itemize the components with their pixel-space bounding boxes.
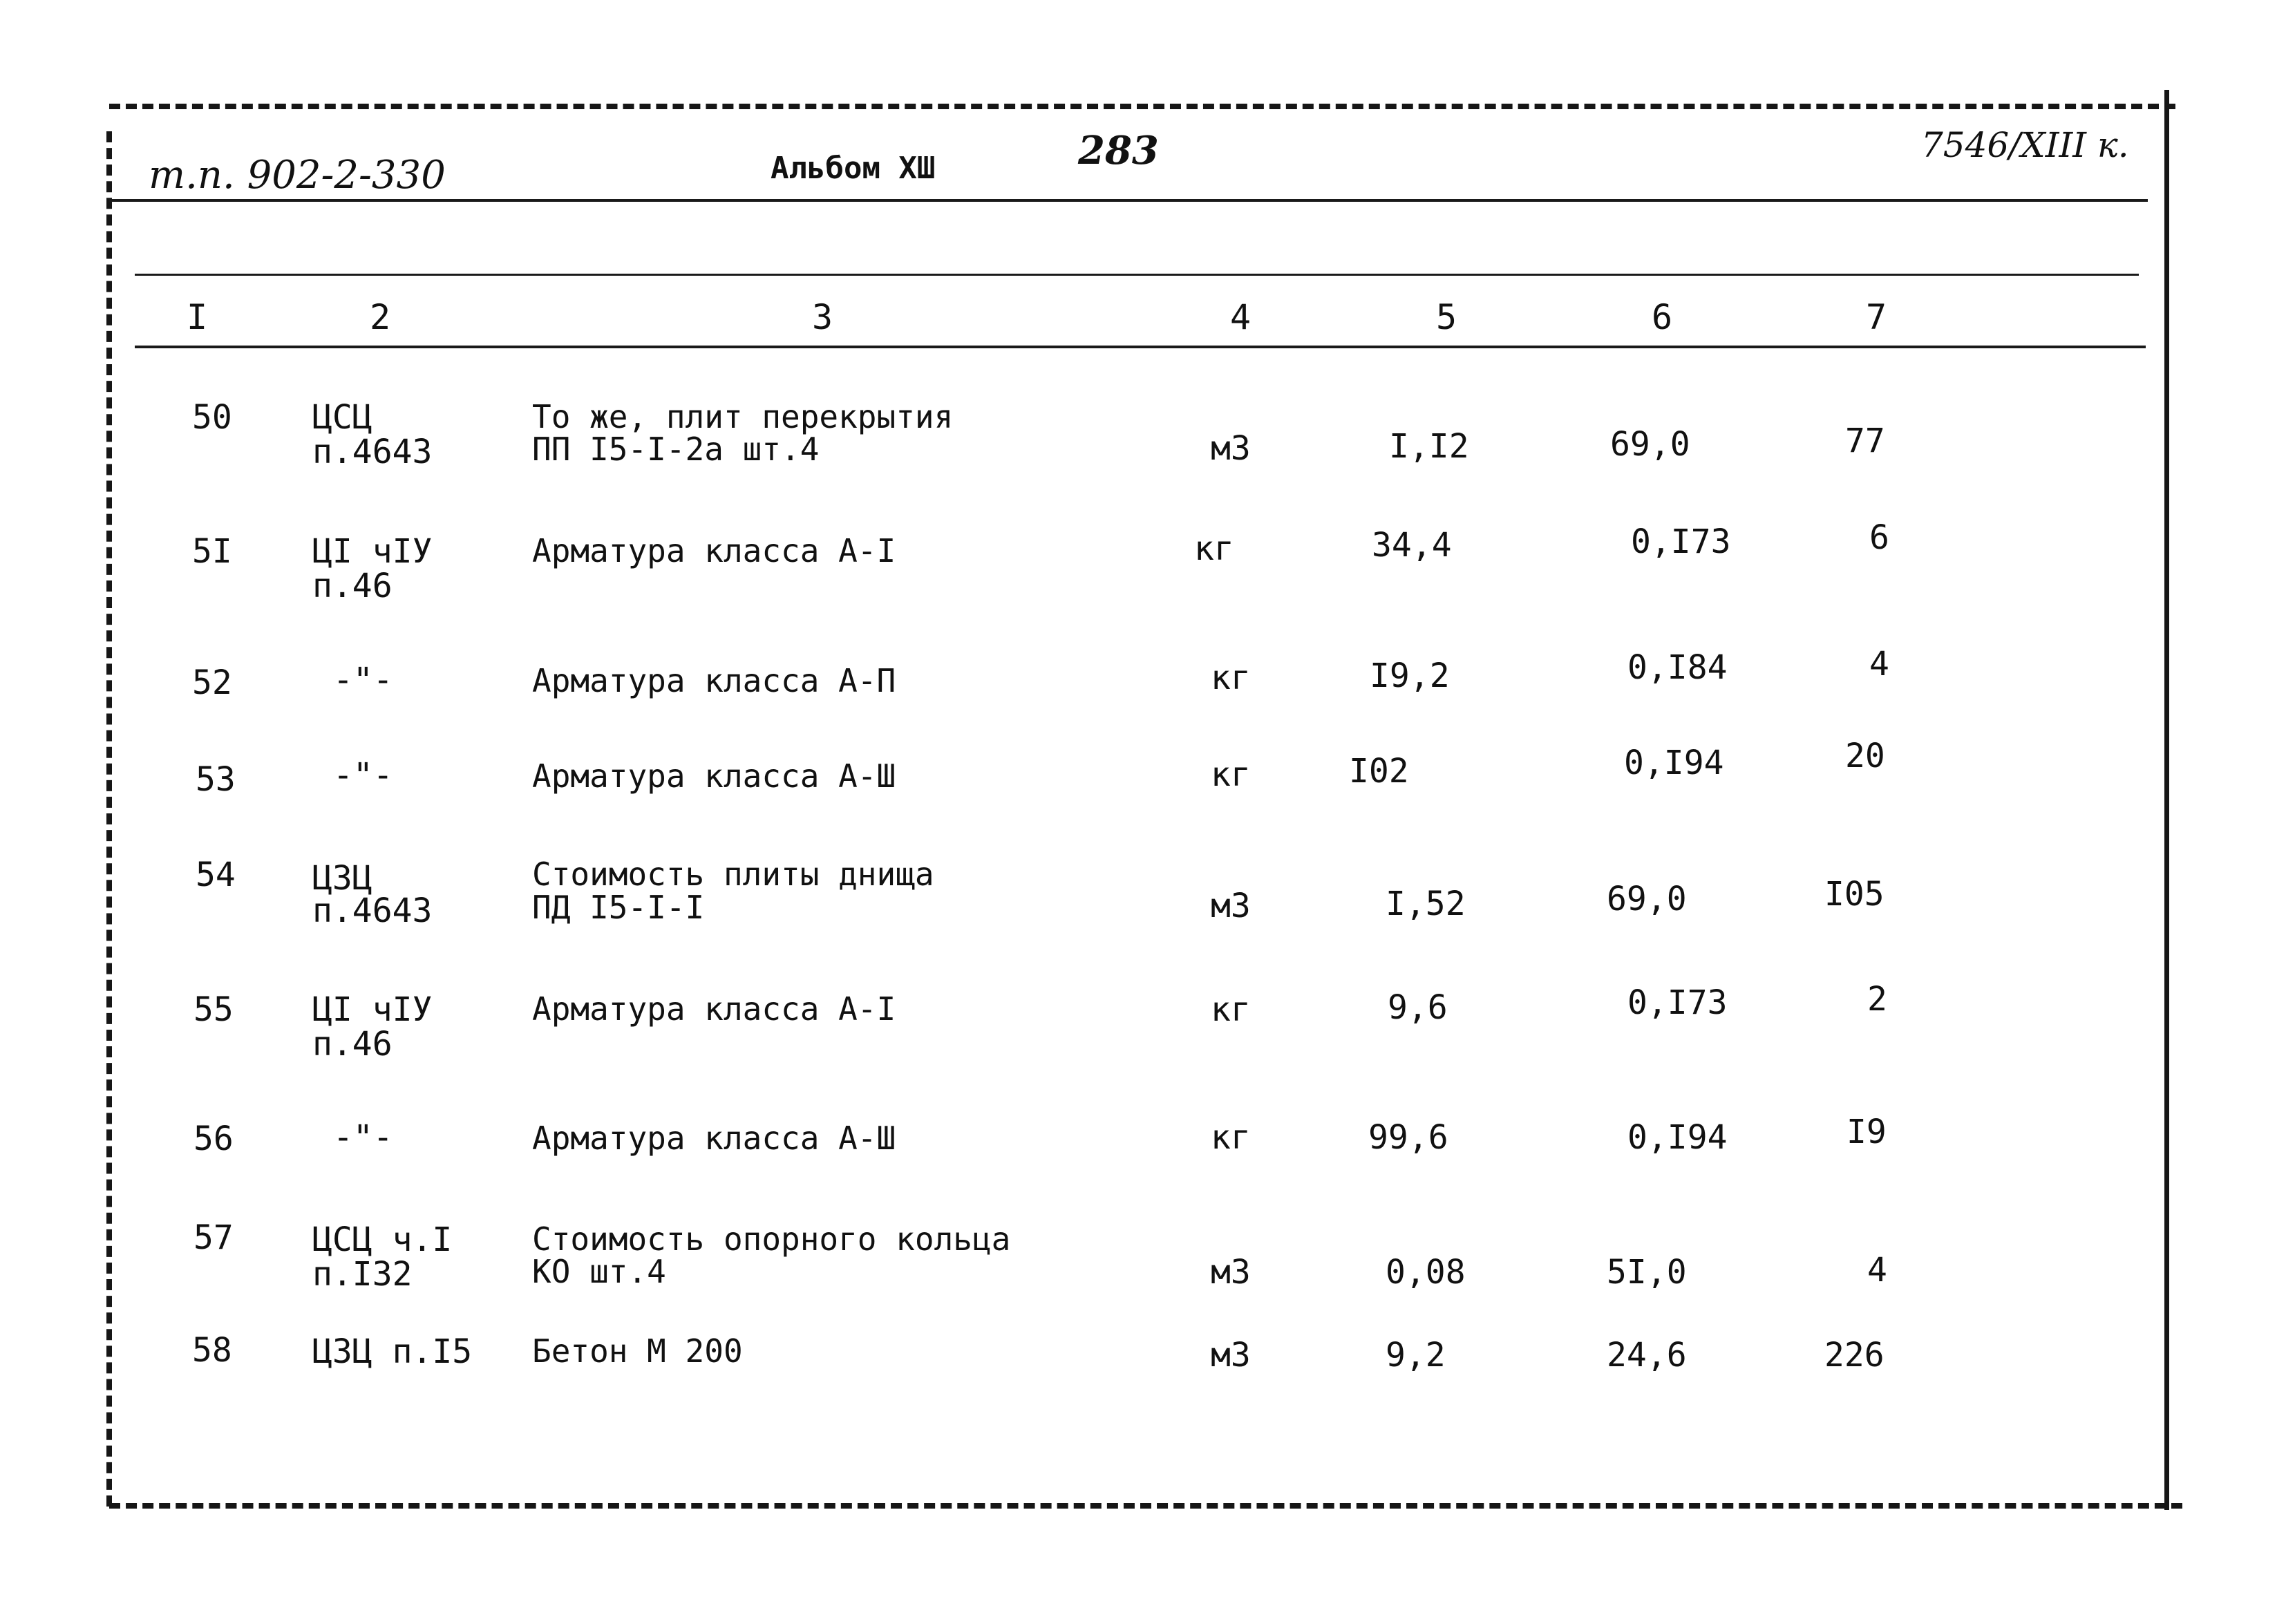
row-number: 5I [192, 532, 232, 571]
archive-number: 7546/XIII к. [1921, 125, 2129, 165]
unit: кг [1211, 659, 1251, 697]
unit-price: 69,0 [1610, 425, 1690, 464]
quantity: 0,08 [1386, 1253, 1466, 1292]
album-label: Альбом ХШ [771, 151, 936, 186]
row-number: 58 [192, 1331, 232, 1370]
description-line-1: Арматура класса А-Ш [532, 757, 896, 795]
unit-price: 69,0 [1607, 880, 1687, 918]
description-line-1: Арматура класса А-П [532, 662, 896, 699]
frame-right-border [2164, 90, 2169, 1510]
frame-bottom-border [109, 1503, 2182, 1509]
total: I05 [1824, 875, 1884, 914]
table-top-rule [135, 274, 2139, 276]
unit: кг [1211, 755, 1251, 794]
total: 77 [1845, 422, 1885, 460]
header-divider [109, 199, 2148, 202]
column-number-4: 4 [1230, 297, 1251, 337]
description-line-1: Стоимость опорного кольца [532, 1220, 1011, 1258]
reference-line-1: ЦI чIУ [312, 532, 433, 571]
quantity: I,52 [1386, 885, 1466, 923]
column-number-3: 3 [812, 297, 833, 337]
description-line-1: Бетон М 200 [532, 1332, 743, 1370]
quantity: 34,4 [1372, 526, 1452, 565]
sheet-number: 283 [1078, 128, 1159, 173]
reference-ditto: -"- [333, 1118, 393, 1157]
quantity: I,I2 [1389, 427, 1469, 466]
reference-ditto: -"- [333, 756, 393, 795]
reference-line-2: п.46 [312, 567, 393, 605]
description-line-1: Арматура класса А-Ш [532, 1120, 896, 1157]
reference-line-1: ЦСЦ [312, 398, 372, 437]
description-line-2: ПП I5-I-2а шт.4 [532, 431, 820, 468]
reference-line-2: п.4643 [312, 433, 433, 471]
description-line-1: То же, плит перекрытия [532, 398, 954, 435]
unit: м3 [1211, 887, 1251, 925]
unit-price: 0,I73 [1631, 522, 1731, 561]
column-number-1: I [187, 297, 208, 337]
column-number-7: 7 [1866, 297, 1887, 337]
row-number: 54 [196, 856, 236, 894]
unit-price: 0,I94 [1627, 1118, 1728, 1157]
unit-price: 5I,0 [1607, 1253, 1687, 1292]
total: 4 [1869, 645, 1889, 683]
row-number: 52 [192, 663, 232, 702]
column-number-5: 5 [1436, 297, 1457, 337]
quantity: 9,2 [1386, 1336, 1446, 1375]
reference-line-2: п.46 [312, 1025, 393, 1064]
total: 6 [1869, 518, 1889, 557]
column-number-6: 6 [1652, 297, 1673, 337]
reference-ditto: -"- [333, 661, 393, 699]
row-number: 50 [192, 398, 232, 437]
total: I9 [1846, 1113, 1887, 1151]
description-line-1: Стоимость плиты днища [532, 856, 934, 893]
row-number: 56 [193, 1120, 234, 1158]
project-code: т.п. 902-2-330 [149, 153, 446, 198]
quantity: I02 [1349, 752, 1409, 791]
description-line-2: КО шт.4 [532, 1253, 666, 1290]
total: 2 [1867, 980, 1887, 1019]
reference-line-1: ЦЗЦ п.I5 [312, 1332, 473, 1371]
unit: кг [1211, 1118, 1251, 1157]
unit-price: 0,I73 [1627, 983, 1728, 1022]
table-header-rule [135, 346, 2146, 348]
description-line-1: Арматура класса А-I [532, 990, 896, 1028]
frame-left-border [106, 131, 112, 1507]
quantity: I9,2 [1370, 657, 1450, 695]
reference-line-1: ЦI чIУ [312, 990, 433, 1029]
row-number: 55 [193, 990, 234, 1029]
row-number: 57 [193, 1218, 234, 1257]
unit: м3 [1211, 429, 1251, 468]
unit-price: 0,I94 [1624, 744, 1724, 782]
unit: кг [1211, 990, 1251, 1029]
total: 20 [1845, 737, 1885, 775]
total: 4 [1867, 1251, 1887, 1290]
total: 226 [1824, 1336, 1884, 1375]
reference-line-2: п.I32 [312, 1255, 413, 1294]
unit-price: 24,6 [1607, 1336, 1687, 1375]
row-number: 53 [196, 760, 236, 799]
description-line-1: Арматура класса А-I [532, 532, 896, 569]
frame-top-border [109, 104, 2175, 109]
description-line-2: ПД I5-I-I [532, 889, 705, 926]
unit: кг [1194, 529, 1234, 568]
quantity: 99,6 [1368, 1118, 1448, 1157]
reference-line-2: п.4643 [312, 891, 433, 930]
unit: м3 [1211, 1336, 1251, 1375]
reference-line-1: ЦСЦ ч.I [312, 1220, 453, 1259]
unit: м3 [1211, 1253, 1251, 1292]
reference-line-1: ЦЗЦ [312, 859, 372, 898]
quantity: 9,6 [1388, 988, 1448, 1027]
column-number-2: 2 [370, 297, 391, 337]
unit-price: 0,I84 [1627, 648, 1728, 687]
